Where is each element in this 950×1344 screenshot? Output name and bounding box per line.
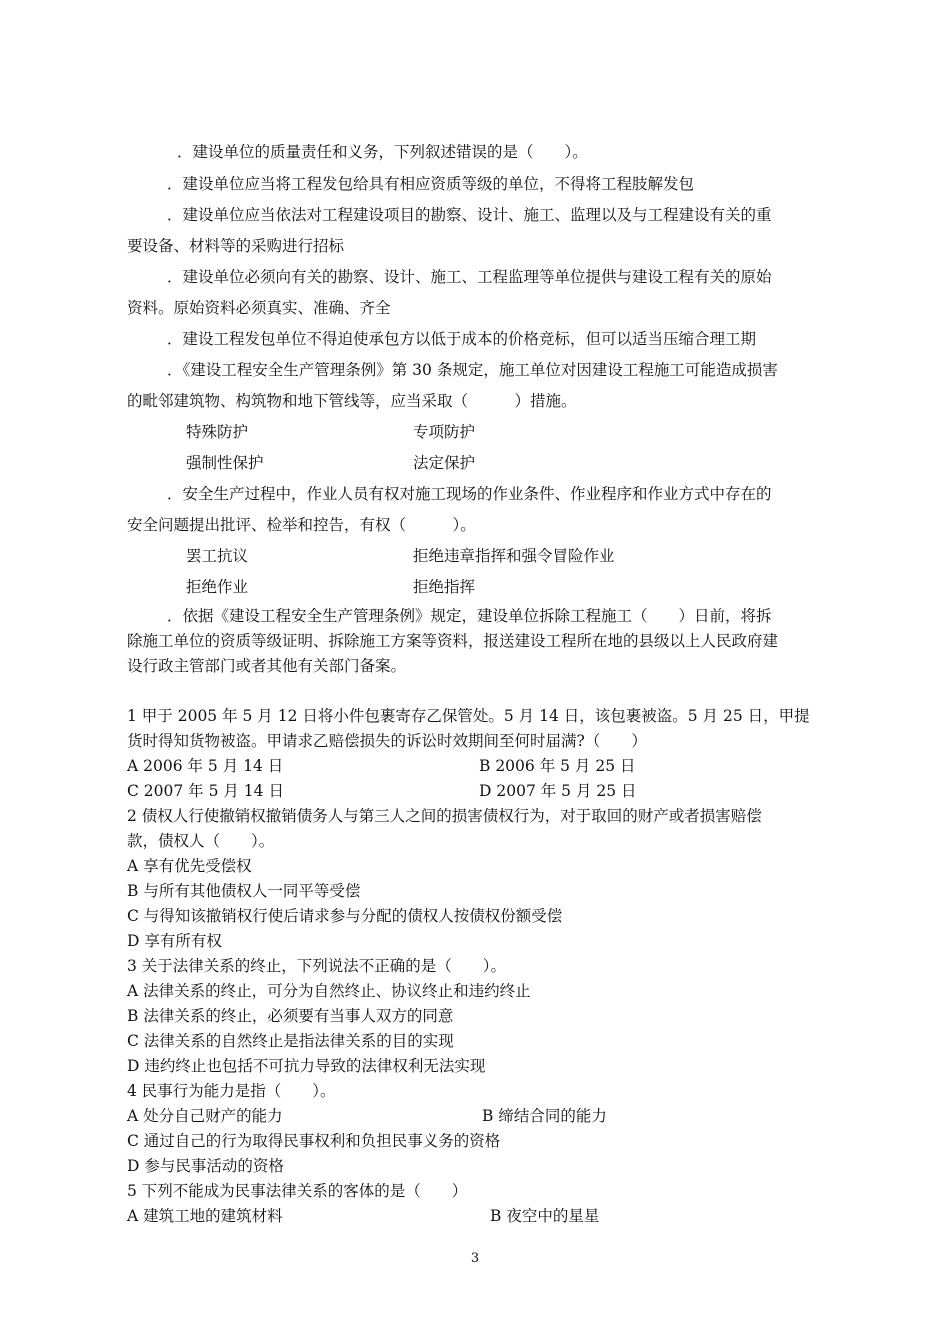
p2-q2-option-a: A 享有优先受偿权 xyxy=(127,857,252,875)
q2-option-c: 强制性保护 xyxy=(186,454,264,472)
p2-q3-option-b: B 法律关系的终止，必须要有当事人双方的同意 xyxy=(127,1007,454,1025)
p2-q5-option-a: A 建筑工地的建筑材料 xyxy=(127,1207,283,1225)
q3-option-a: 罢工抗议 xyxy=(186,547,249,565)
p2-q1-option-c: C 2007 年 5 月 14 日 xyxy=(127,782,284,800)
p2-q3-option-a: A 法律关系的终止，可分为自然终止、协议终止和违约终止 xyxy=(127,982,531,1000)
q2-stem-line2: 的毗邻建筑物、构筑物和地下管线等，应当采取（ ）措施。 xyxy=(127,392,577,410)
q3-option-d: 拒绝指挥 xyxy=(413,578,476,596)
q2-option-d: 法定保护 xyxy=(413,454,476,472)
q2-option-b: 专项防护 xyxy=(413,423,476,441)
p2-q1-option-b: B 2006 年 5 月 25 日 xyxy=(479,757,636,775)
q1-option-1: ．建设单位应当将工程发包给具有相应资质等级的单位，不得将工程肢解发包 xyxy=(167,175,695,193)
p2-q2-stem-line1: 2 债权人行使撤销权撤销债务人与第三人之间的损害债权行为，对于取回的财产或者损害赔偿 xyxy=(127,807,762,825)
p2-q2-stem-line2: 款，债权人（ ）。 xyxy=(127,832,275,850)
q2-stem-line1: ．《建设工程安全生产管理条例》第 30 条规定，施工单位对因建设工程施工可能造成损害 xyxy=(167,361,778,379)
p2-q1-stem-line1: 1 甲于 2005 年 5 月 12 日将小件包裹寄存乙保管处。5 月 14 日，该包裹被盗。5 月 25 日，甲提 xyxy=(127,707,810,725)
q1-option-3-line1: ．建设单位必须向有关的勘察、设计、施工、工程监理等单位提供与建设工程有关的原始 xyxy=(167,268,772,286)
q3-stem-line2: 安全问题提出批评、检举和控告，有权（ ）。 xyxy=(127,516,476,534)
p2-q4-option-c: C 通过自己的行为取得民事权利和负担民事义务的资格 xyxy=(127,1132,501,1150)
q4-stem-line3: 设行政主管部门或者其他有关部门备案。 xyxy=(127,657,407,675)
p2-q4-stem: 4 民事行为能力是指（ ）。 xyxy=(127,1082,336,1100)
q2-option-a: 特殊防护 xyxy=(186,423,249,441)
q1-option-2-line1: ．建设单位应当依法对工程建设项目的勘察、设计、施工、监理以及与工程建设有关的重 xyxy=(167,206,772,224)
q3-option-c: 拒绝作业 xyxy=(186,578,249,596)
q1-option-3-line2: 资料。原始资料必须真实、准确、齐全 xyxy=(127,299,391,317)
q1-option-2-line2: 要设备、材料等的采购进行招标 xyxy=(127,237,345,255)
p2-q4-option-a: A 处分自己财产的能力 xyxy=(127,1107,283,1125)
q3-option-b: 拒绝违章指挥和强令冒险作业 xyxy=(413,547,615,565)
p2-q2-option-d: D 享有所有权 xyxy=(127,932,222,950)
p2-q4-option-b: B 缔结合同的能力 xyxy=(482,1107,607,1125)
q1-stem: ．建设单位的质量责任和义务，下列叙述错误的是（ ）。 xyxy=(177,143,588,161)
q1-option-4: ．建设工程发包单位不得迫使承包方以低于成本的价格竞标，但可以适当压缩合理工期 xyxy=(167,330,757,348)
p2-q4-option-d: D 参与民事活动的资格 xyxy=(127,1157,284,1175)
p2-q3-option-c: C 法律关系的自然终止是指法律关系的目的实现 xyxy=(127,1032,454,1050)
q4-stem-line2: 除施工单位的资质等级证明、拆除施工方案等资料，报送建设工程所在地的县级以上人民政府建 xyxy=(127,632,779,650)
p2-q5-stem: 5 下列不能成为民事法律关系的客体的是（ ） xyxy=(127,1182,468,1200)
q3-stem-line1: ．安全生产过程中，作业人员有权对施工现场的作业条件、作业程序和作业方式中存在的 xyxy=(167,485,772,503)
p2-q3-option-d: D 违约终止也包括不可抗力导致的法律权利无法实现 xyxy=(127,1057,486,1075)
p2-q2-option-b: B 与所有其他债权人一同平等受偿 xyxy=(127,882,361,900)
q4-stem-line1: ．依据《建设工程安全生产管理条例》规定，建设单位拆除工程施工（ ）日前，将拆 xyxy=(167,607,772,625)
p2-q1-stem-line2: 货时得知货物被盗。甲请求乙赔偿损失的诉讼时效期间至何时届满?（ ） xyxy=(127,732,647,750)
page-number: 3 xyxy=(470,1251,480,1266)
p2-q1-option-d: D 2007 年 5 月 25 日 xyxy=(479,782,637,800)
p2-q3-stem: 3 关于法律关系的终止，下列说法不正确的是（ ）。 xyxy=(127,957,507,975)
p2-q2-option-c: C 与得知该撤销权行使后请求参与分配的债权人按债权份额受偿 xyxy=(127,907,563,925)
p2-q5-option-b: B 夜空中的星星 xyxy=(490,1207,600,1225)
p2-q1-option-a: A 2006 年 5 月 14 日 xyxy=(127,757,284,775)
